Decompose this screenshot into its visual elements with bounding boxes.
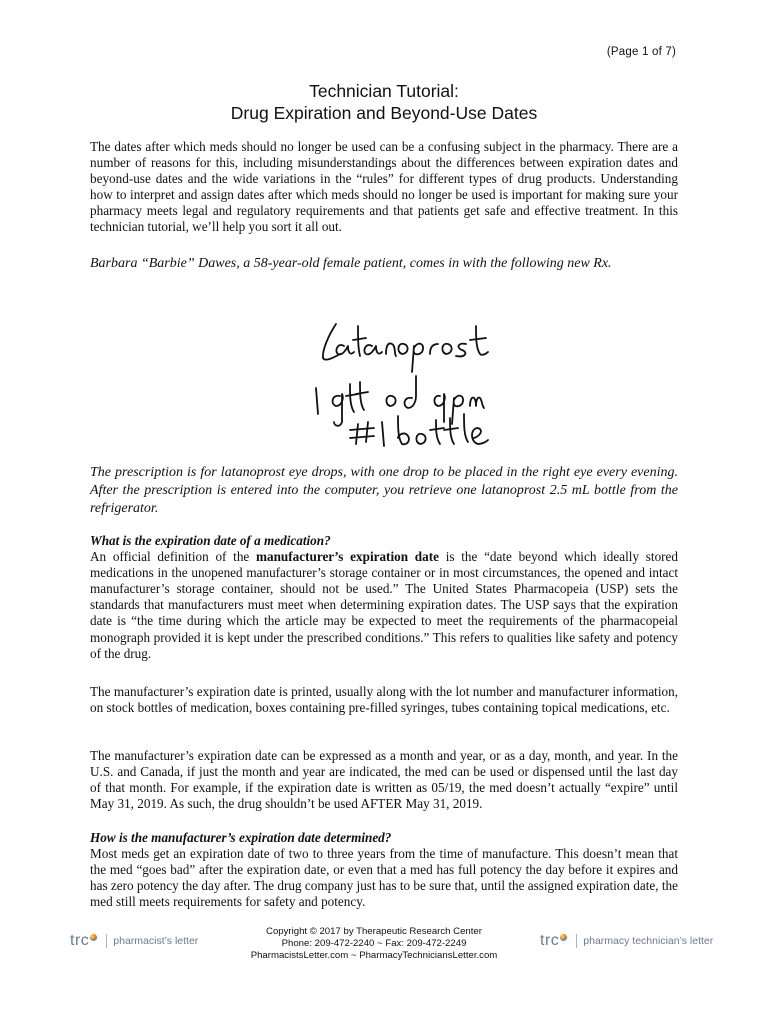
section1-bold-term: manufacturer’s expiration date [256, 549, 439, 565]
page-title [0, 80, 768, 124]
section2-heading: How is the manufacturer’s expiration date determined? [90, 830, 392, 845]
copyright-line: Copyright © 2017 by Therapeutic Research Center [266, 926, 482, 937]
pharmacy-technicians-letter-logo [540, 932, 713, 950]
section1-paragraph [90, 549, 678, 662]
trc-logo-text: trc [540, 932, 560, 949]
patient-paragraph [90, 256, 678, 272]
copyright-block [234, 926, 514, 962]
section1-text-after: is the “date beyond which ideally stored medications in the unopened manufacturer’s storage container or in most circumstances, the opened and intact manufacturer’s storage container, should not be used.” The United States Pharmacopeia (USP) sets the standards that manufacturers must meet when determining expiration dates. The USP says that the expiration date is “the time during which the article may be expected to meet the requirements of the pharmacopeial monograph provided it is kept under the prescribed conditions.” This refers to qualities like safety and potency of the drug. [90, 549, 678, 661]
logo-divider [106, 934, 107, 948]
website-links: PharmacistsLetter.com ~ PharmacyTechniciansLetter.com [250, 950, 498, 961]
intro-text: The dates after which meds should no longer be used can be a confusing subject in the pharmacy. There are a number of reasons for this, including misunderstandings about the differences between expiration dates and beyond-use dates and the wide variations in the “rules” for different types of drug products. Understanding how to interpret and assign dates after which meds should no longer be used is important for making sure your pharmacy meets legal and regulatory requirements and that patients get safe and effective treatment. In this technician tutorial, we’ll help you sort it all out. [90, 139, 678, 235]
section2-paragraph: Most meds get an expiration date of two to three years from the time of manufacture. This doesn’t mean that the med “goes bad” after the expiration date, or even that a med has full potency the day before it expires and has zero potency the day after. The drug company just has to be sure that, until the assigned expiration date, the med still meets requirements for safety and potency. [90, 846, 678, 910]
pharmacists-letter-logo [70, 932, 198, 950]
intro-paragraph [90, 139, 678, 236]
patient-text: Barbara “Barbie” Dawes, a 58-year-old female patient, comes in with the following new Rx. [90, 256, 612, 271]
contact-phone-fax: Phone: 209-472-2240 ~ Fax: 209-472-2249 [281, 938, 467, 949]
title-line-2: Drug Expiration and Beyond-Use Dates [230, 103, 538, 123]
title-line-1: Technician Tutorial: [309, 81, 459, 101]
date-format-paragraph [90, 748, 678, 812]
trc-logo-icon [560, 934, 567, 941]
trc-logo-icon [90, 934, 97, 941]
handwritten-prescription-image [298, 296, 518, 456]
lot-number-text: The manufacturer’s expiration date is printed, usually along with the lot number and manufacturer information, on stock bottles of medication, boxes containing pre-filled syringes, tubes containing topical medications, etc. [90, 684, 678, 716]
lot-number-paragraph [90, 684, 678, 716]
section-expiration-definition [90, 533, 678, 662]
rx-description-text: The prescription is for latanoprost eye drops, with one drop to be placed in the right eye every evening. After the prescription is entered into the computer, you retrieve one latanoprost 2.5 mL bottle from the refrigerator. [90, 465, 678, 516]
trc-logo-text: trc [70, 932, 90, 949]
rx-description-paragraph [90, 464, 678, 518]
pharmacists-letter-name: pharmacist’s letter [113, 935, 199, 947]
section1-heading: What is the expiration date of a medication? [90, 533, 331, 548]
section-expiration-determination [90, 830, 678, 910]
date-format-text: The manufacturer’s expiration date can be expressed as a month and year, or as a day, month, and year. In the U.S. and Canada, if just the month and year are indicated, the med can be used or dispensed until the last day of that month. For example, if the expiration date is written as 05/19, the med doesn’t actually “expire” until May 31, 2019. As such, the drug shouldn’t be used AFTER May 31, 2019. [90, 748, 678, 812]
logo-divider [576, 934, 577, 948]
section1-text-before: An official definition of the [90, 549, 257, 565]
handwritten-rx-drawing [298, 296, 518, 456]
pharmacy-technicians-letter-name: pharmacy technician’s letter [583, 935, 714, 947]
page-number: (Page 1 of 7) [606, 46, 676, 58]
